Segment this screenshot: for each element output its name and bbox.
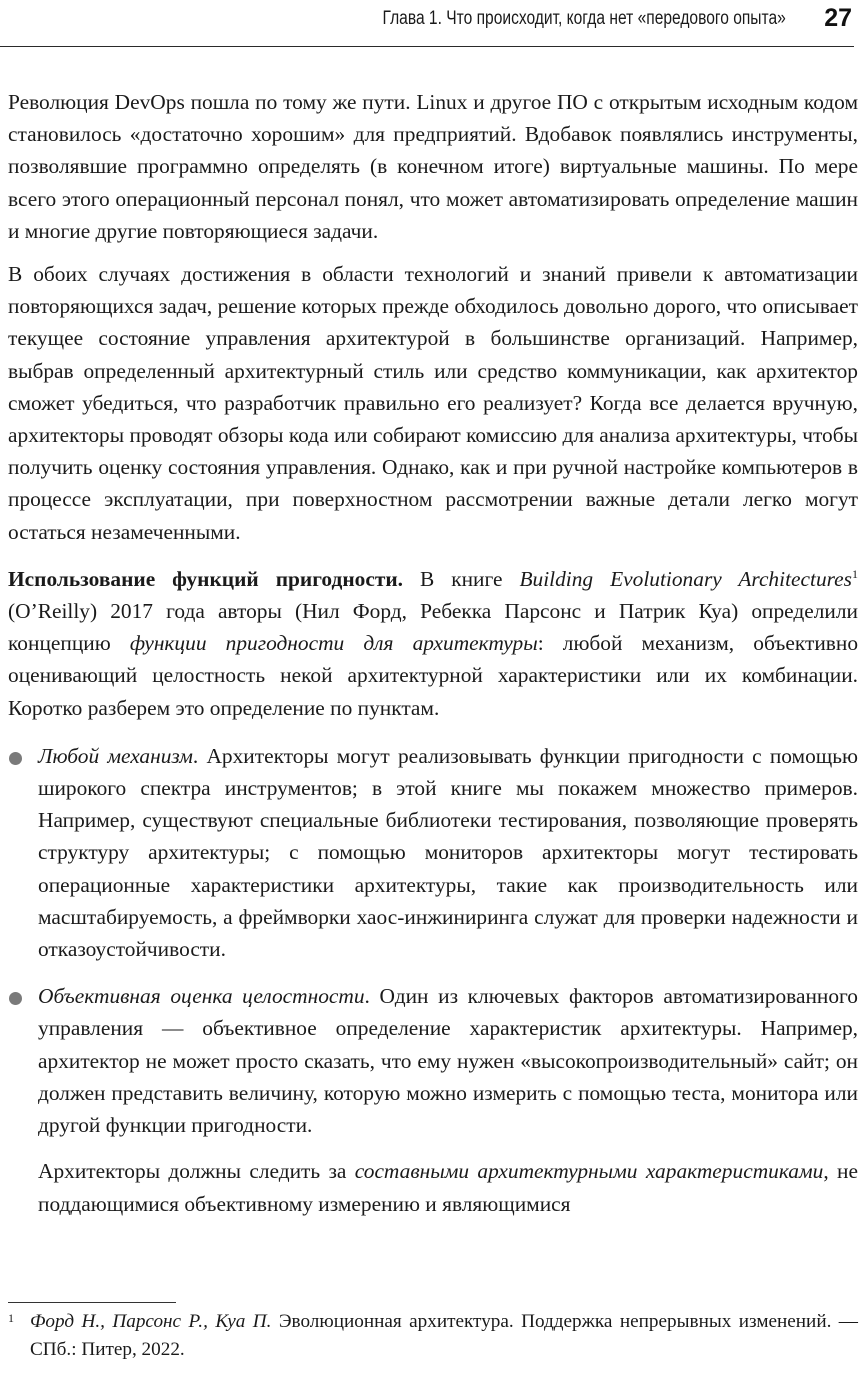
list-item-term: Любой механизм bbox=[38, 743, 193, 768]
list-item bbox=[8, 980, 858, 1141]
paragraph-text: В книге bbox=[403, 566, 520, 591]
running-header bbox=[0, 0, 864, 47]
book-title: Building Evolutionary Architectures bbox=[519, 566, 852, 591]
bullet-icon bbox=[9, 752, 22, 765]
page-number: 27 bbox=[824, 4, 852, 32]
paragraph-devops: Революция DevOps пошла по тому же пути. Linux и другое ПО с открытым исходным кодом становилось «достаточно хорошим» для предприятий. Вдобавок появлялись инструменты, позволявшие программно определять (в конечном итоге) виртуальные машины. По мере всего этого операционный персонал понял, что может автоматизировать определение машин и многие другие повторяющиеся задачи. bbox=[8, 90, 858, 243]
footnote-reference[interactable]: 1 bbox=[852, 566, 858, 581]
paragraph-text: Архитекторы должны следить за bbox=[38, 1159, 355, 1184]
footnote-body bbox=[8, 1308, 858, 1364]
list-item-text: . Архитекторы могут реализовывать функции пригодности с помощью широкого спектра инструментов; в этой книге мы покажем множество примеров. Например, существуют специальные библиотеки тестирования, позволяющие проверять структуру архитектуры; с помощью мониторов архитекторы могут тестировать операционные характеристики архитектуры, такие как производительность или масштабируемость, а фреймворки хаос-инжиниринга служат для проверки надежности и отказоустойчивости. bbox=[38, 743, 859, 962]
paragraph-text: , не поддающимися объективному измерению и являющимися bbox=[38, 1159, 858, 1216]
footnote bbox=[8, 1308, 858, 1364]
page-body bbox=[8, 86, 858, 1220]
header-rule bbox=[0, 46, 854, 47]
defined-term: функции пригодности для архитектуры bbox=[129, 631, 538, 656]
footnote-rule bbox=[8, 1302, 176, 1303]
chapter-title: Глава 1. Что происходит, когда нет «передового опыта» bbox=[382, 8, 786, 29]
paragraph-composite-characteristics bbox=[8, 1155, 858, 1219]
definition-bullet-list bbox=[8, 740, 858, 1141]
paragraph-fitness-functions bbox=[8, 563, 858, 724]
footnote-mark: 1 bbox=[8, 1311, 14, 1325]
defined-term: составными архитектурными характеристиками bbox=[354, 1159, 824, 1184]
paragraph-text: (O’Reilly) 2017 года авторы (Нил Форд, Ребекка Парсонс и Патрик Куа) определили концепцию bbox=[8, 599, 858, 656]
footnote-authors: Форд Н., Парсонс Р., Куа П. bbox=[30, 1311, 272, 1332]
list-item-term: Объективная оценка целостности bbox=[38, 984, 365, 1009]
list-item bbox=[8, 740, 858, 965]
section-run-in-heading: Использование функций пригодности. bbox=[8, 566, 404, 591]
paragraph-automation: В обоих случаях достижения в области технологий и знаний привели к автоматизации повторяющихся задач, решение которых прежде обходилось довольно дорого, что описывает текущее состояние управления архитектурой в большинстве организаций. Например, выбрав определенный архитектурный стиль или средство коммуникации, как архитектор сможет убедиться, что разработчик правильно его реализует? Когда все делается вручную, архитекторы проводят обзоры кода или собирают комиссию для анализа архитектуры, чтобы получить оценку состояния управления. Однако, как и при ручной настройке компьютеров в процессе эксплуатации, при поверхностном рассмотрении важные детали легко могут остаться незамеченными. bbox=[8, 262, 858, 544]
footnote-text: Эволюционная архитектура. Поддержка непрерывных изменений. — СПб.: Питер, 2022. bbox=[30, 1311, 858, 1360]
paragraph-text: : любой механизм, объективно оценивающий целостность некой архитектурной характеристики или их комбинации. Коротко разберем это определение по пунктам. bbox=[8, 631, 859, 720]
bullet-icon bbox=[9, 992, 22, 1005]
list-item-text: . Один из ключевых факторов автоматизированного управления — объективное определение характеристик архитектуры. Например, архитектор не может просто сказать, что ему нужен «высокопроизводительный» сайт; он должен представить величину, которую можно измерить с помощью теста, монитора или другой функции пригодности. bbox=[38, 984, 858, 1138]
